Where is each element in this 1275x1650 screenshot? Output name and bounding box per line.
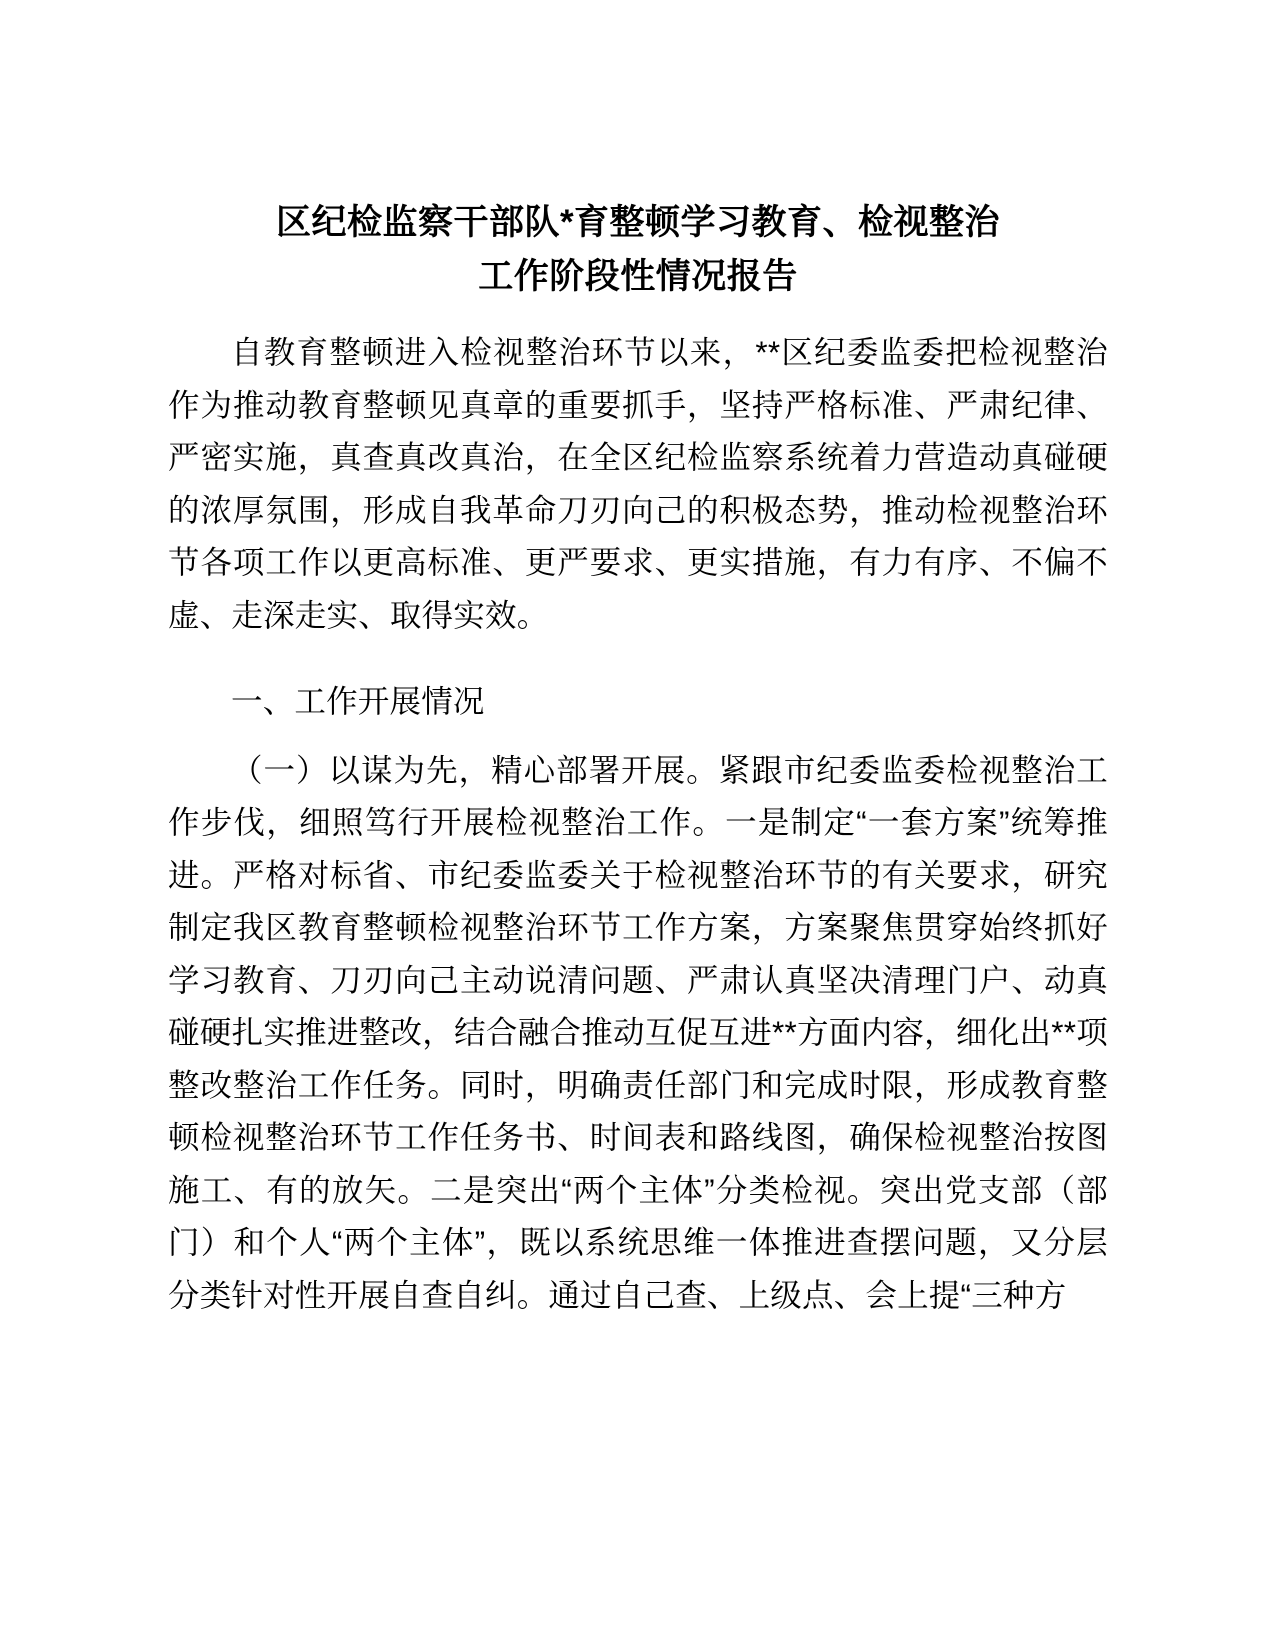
section-heading-one: 一、工作开展情况 [231,683,485,719]
document-content [168,196,1108,1321]
paragraph-spacer [168,641,1108,657]
intro-paragraph: 自教育整顿进入检视整治环节以来，**区纪委监委把检视整治作为推动教育整顿见真章的重要抓手，坚持严格标准、严肃纪律、严密实施，真查真改真治，在全区纪检监察系统着力营造动真碰硬的浓厚氛围，形成自我革命刀刃向己的积极态势，推动检视整治环节各项工作以更高标准、更严要求、更实措施，有力有序、不偏不虚、走深走实、取得实效。 [168,334,1108,633]
page-title [168,196,1108,304]
subsection-one-paragraph: （一）以谋为先，精心部署开展。紧跟市纪委监委检视整治工作步伐，细照笃行开展检视整治工作。一是制定“一套方案”统筹推进。严格对标省、市纪委监委关于检视整治环节的有关要求，研究制定我区教育整顿检视整治环节工作方案，方案聚焦贯穿始终抓好学习教育、刀刃向己主动说清问题、严肃认真坚决清理门户、动真碰硬扎实推进整改，结合融合推动互促互进**方面内容，细化出**项整改整治工作任务。同时，明确责任部门和完成时限，形成教育整顿检视整治环节工作任务书、时间表和路线图，确保检视整治按图施工、有的放矢。二是突出“两个主体”分类检视。突出党支部（部门）和个人“两个主体”，既以系统思维一体推进查摆问题，又分层分类针对性开展自查自纠。通过自己查、上级点、会上提“三种方 [168,751,1108,1313]
page-title-line-2: 工作阶段性情况报告 [478,257,798,296]
page-title-line-1: 区纪检监察干部队*育整顿学习教育、检视整治 [275,203,1001,242]
